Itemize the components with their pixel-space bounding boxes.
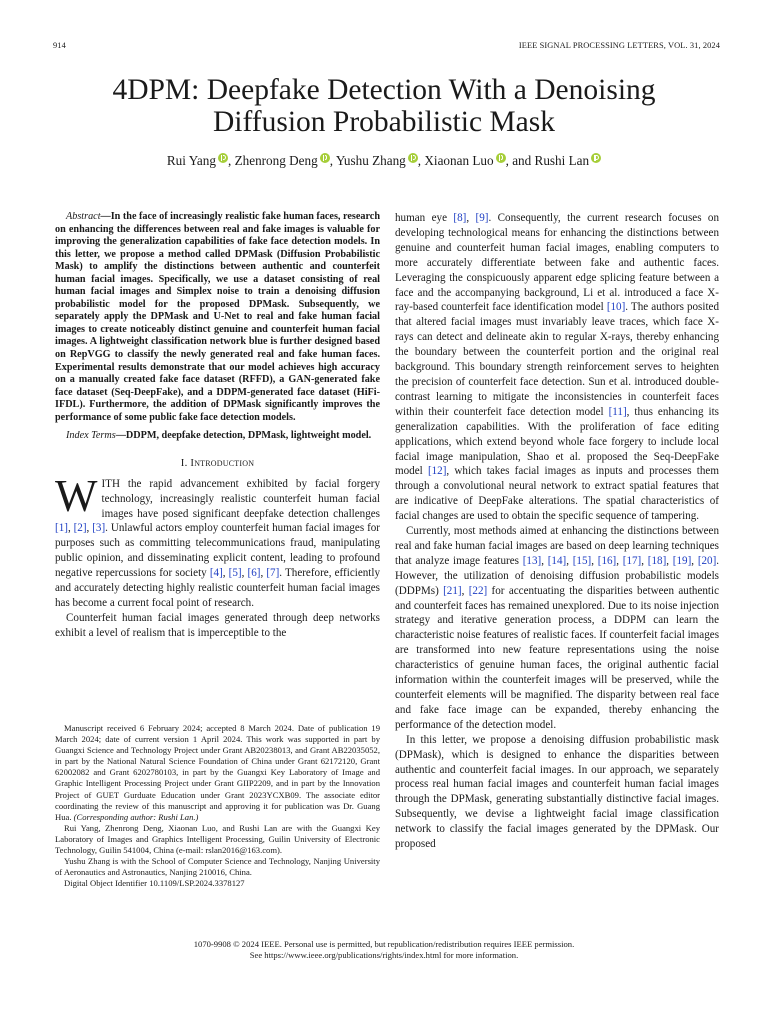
footnote-manuscript-text: Manuscript received 6 February 2024; accepted 8 March 2024. Date of publication 19 March 2024; date of current version 1 April 2024. This work was supported in part by Guangxi Science and Technology Project under Grant AB20238013, and Grant AB22035052, in part by the National Natural Science Foundation of China under Grant 62172120, Grant 62002082 and Grant 6202780103, in part by the Guangxi Key Laboratory of Image and Graphic Intelligent Processing Project under Grant GIIP2209, and in part by the Innovation Project of GUET Gurduate Education under Grant 2023YCXB09. The associate editor coordinating the review of this manuscript and approving it for publication was Dr. Guang Hua. <box>55 723 380 822</box>
citation-link[interactable]: [6] <box>247 567 261 580</box>
footnote-affiliation-1: Rui Yang, Zhenrong Deng, Xiaonan Luo, and Rushi Lan are with the Guangxi Key Laboratory of Images and Graphics Intelligent Processing, Guilin University of Electronic Technology, Guilin 541004, China (e-mail: rslan2016@163.com). <box>55 822 380 856</box>
body-text: , which takes facial images as inputs and processes them through a convolutional neural network to extract spatial features that are indicative of DeepFake alterations. The spatial characteristics of facial changes are used to obtain the specific sequence of tampering. <box>395 465 719 523</box>
body-text: . However, the utilization of denoising diffusion probabilistic models (DDPMs) <box>395 554 720 597</box>
section-heading <box>55 456 380 471</box>
body-text: , <box>241 567 248 580</box>
abstract-label: Abstract <box>66 211 101 222</box>
body-text: , <box>566 554 573 567</box>
corresponding-author: (Corresponding author: Rushi Lan.) <box>73 811 199 822</box>
citation-link[interactable]: [20] <box>697 554 717 567</box>
abstract-text: —In the face of increasingly realistic fake human faces, research on enhancing the differences between real and fake images is valuable for improving the generalization capabilities of fake face detection models. In this letter, we propose a method called DPMask (Diffusion Probabilistic Mask) to amplify the distinctions between authentic and counterfeit human facial images. Specifically, we use a dataset consisting of real human facial images and Simplex noise to train a denoising diffusion probabilistic model for the proposed DPMask. Subsequently, we separately apply the DPMask and U-Net to real and fake human facial images to create noticeably distinct genuine and counterfeit human facial images. A lightweight classification network blue is further designed based on RepVGG to classify the newly generated real and fake human faces. Experimental results demonstrate that our model achieves high accuracy on a manually created fake face dataset (RFFD), a GAN-generated fake face dataset (Seq-DeepFake), and a DDPM-generated face dataset (HiFi-IFDL). Furthermore, the addition of DPMask significantly improves the performance of some public fake face detection models. <box>55 211 380 423</box>
abstract <box>55 211 380 424</box>
page-number: 914 <box>53 41 66 50</box>
paper-title <box>0 74 768 138</box>
orcid-icon[interactable] <box>496 153 506 163</box>
body-text: , <box>541 554 548 567</box>
index-terms-label: Index Terms <box>66 430 116 442</box>
author-name: Rui Yang <box>166 153 216 168</box>
section-number: I. <box>180 456 188 469</box>
body-text: ITH the rapid advancement exhibited by facial forgery technology, increasingly realistic counterfeit human facial images have posed significant deepfake detection challenges <box>101 477 380 520</box>
intro-paragraph-2 <box>55 611 380 641</box>
citation-link[interactable]: [22] <box>468 584 488 597</box>
body-paragraph-1 <box>395 211 719 524</box>
citation-link[interactable]: [12] <box>427 465 447 478</box>
footnotes <box>55 723 380 889</box>
section-title: Introduction <box>190 456 255 469</box>
citation-link[interactable]: [3] <box>92 522 106 535</box>
index-terms-text: —DDPM, deepfake detection, DPMask, lightweight model. <box>115 430 372 442</box>
title-line-2: Diffusion Probabilistic Mask <box>213 106 555 138</box>
author-separator: , <box>329 153 336 168</box>
body-text: , <box>616 554 623 567</box>
citation-link[interactable]: [21] <box>443 584 462 597</box>
body-text: , <box>641 554 648 567</box>
citation-link[interactable]: [9] <box>475 212 489 224</box>
citation-link[interactable]: [10] <box>606 301 626 314</box>
body-text: , <box>466 212 476 224</box>
title-line-1: 4DPM: Deepfake Detection With a Denoising <box>112 74 656 106</box>
body-text: for accentuating the disparities between authentic and counterfeit faces has remained unexplored. Due to its noise injection strategy and iterative generation process, a DDPM can learn the characteristic noise features of realistic faces. If counterfeit facial images are transformed into new feature representations using the noise characteristics of genuine human faces, the original authentic facial information within the counterfeit images will be preserved, while the counterfeit elements will be magnified. The disparity between real face and fake face image can be expanded, thereby enhancing the performance of the detection model. <box>395 584 720 731</box>
citation-link[interactable]: [2] <box>73 522 87 535</box>
drop-cap: W <box>55 470 98 521</box>
body-text: , <box>86 522 93 535</box>
body-paragraph-3 <box>395 733 719 852</box>
citation-link[interactable]: [16] <box>597 554 617 567</box>
citation-link[interactable]: [1] <box>55 522 68 535</box>
author-list <box>0 153 768 169</box>
body-text: , <box>591 554 598 567</box>
body-text: , <box>222 567 229 580</box>
intro-paragraph-1 <box>55 470 381 611</box>
author-name: Zhenrong Deng <box>234 153 318 168</box>
author-name: Yushu Zhang <box>335 153 406 168</box>
right-column <box>395 211 719 852</box>
body-text: . Consequently, the current research focuses on developing technological means for enhancing the distinctions between genuine and counterfeit human facial images, enabling computers to more accurately differentiate between fake and authentic faces. Leveraging the conspicuously apparent edge splicing feature between a face and the accompanying background, Li et al. introduced a face X-ray-based counterfeit face identification model <box>395 212 720 314</box>
citation-link[interactable]: [14] <box>547 554 567 567</box>
author-separator: , <box>417 153 425 168</box>
running-header: IEEE SIGNAL PROCESSING LETTERS, VOL. 31, 2024 <box>518 41 720 50</box>
body-text: human eye <box>395 212 454 224</box>
footnote-affiliation-2: Yushu Zhang is with the School of Computer Science and Technology, Nanjing University of Aeronautics and Astronautics, Nanjing 210016, China. <box>55 856 380 878</box>
rights-url-line: See https://www.ieee.org/publications/rights/index.html for more information. <box>249 950 519 960</box>
footnote-doi: Digital Object Identifier 10.1109/LSP.2024.3378127 <box>64 878 245 889</box>
body-text: In this letter, we propose a denoising diffusion probabilistic mask (DPMask), which is designed to enhance the disparities between authentic and counterfeit facial images. In our approach, we separately process real human facial images and counterfeit human facial images through the DPMask, generating substantially distinctive facial images. Subsequently, we devise a lightweight facial image classification network to classify the facial images generated by the DPMask. Our proposed <box>395 733 719 851</box>
citation-link[interactable]: [4] <box>209 567 223 580</box>
body-text: , <box>260 567 267 580</box>
citation-link[interactable]: [5] <box>228 567 242 580</box>
left-column <box>55 211 380 641</box>
body-text: , thus enhancing its generalization capabilities. With the proliferation of face editing applications, which extend beyond whole face forgery to include local facial image manipulation, Shao et al. proposed the Seq-DeepFake model <box>395 405 719 478</box>
author-name: Xiaonan Luo <box>424 153 494 168</box>
body-text: . The authors posited that altered facial images must invariably leave traces, which face X-rays can detect and delineate akin to regular X-rays, thereby enhancing the boundary between the counterfeit portion and the original real background. This boundary strength reinforcement serves to heighten the precision of counterfeit face detection. Sun et al. introduced double-contrast learning to mitigate the inconsistencies in counterfeit faces within their counterfeit face detection model <box>395 301 719 418</box>
body-paragraph-2 <box>395 524 719 733</box>
citation-link[interactable]: [18] <box>647 554 667 567</box>
copyright-notice: 1070-9908 © 2024 IEEE. Personal use is permitted, but republication/redistribution requires IEEE permission. <box>193 939 575 949</box>
body-text: , <box>691 554 698 567</box>
body-text: , <box>666 554 673 567</box>
footnote-manuscript <box>55 723 380 823</box>
orcid-icon[interactable] <box>320 153 330 163</box>
orcid-icon[interactable] <box>218 153 228 163</box>
author-separator: , and <box>505 153 535 168</box>
body-text: , <box>67 522 74 535</box>
citation-link[interactable]: [15] <box>572 554 592 567</box>
body-text: . Unlawful actors employ counterfeit human facial images for purposes such as committing telecommunications fraud, manipulating public opinion, and disseminating explicit content, leading to profound negative repercussions for society <box>55 522 380 580</box>
citation-link[interactable]: [7] <box>266 567 280 580</box>
citation-link[interactable]: [8] <box>453 212 467 224</box>
body-text: Currently, most methods aimed at enhancing the distinctions between real and fake human facial images are based on deep learning techniques that analyze image features <box>395 525 719 567</box>
author-separator: , <box>227 153 235 168</box>
orcid-icon[interactable] <box>408 153 418 163</box>
citation-link[interactable]: [13] <box>522 554 542 567</box>
body-text: , <box>461 584 469 597</box>
orcid-icon[interactable] <box>591 153 601 163</box>
index-terms <box>55 430 380 443</box>
body-text: . Therefore, efficiently and accurately detecting highly realistic counterfeit human facial images has become a current focal point of research. <box>55 567 381 609</box>
author-name: Rushi Lan <box>534 153 590 168</box>
citation-link[interactable]: [11] <box>608 405 627 418</box>
citation-link[interactable]: [19] <box>672 554 692 567</box>
citation-link[interactable]: [17] <box>622 554 642 567</box>
body-text: Counterfeit human facial images generated through deep networks exhibit a level of realism that is imperceptible to the <box>55 611 380 639</box>
